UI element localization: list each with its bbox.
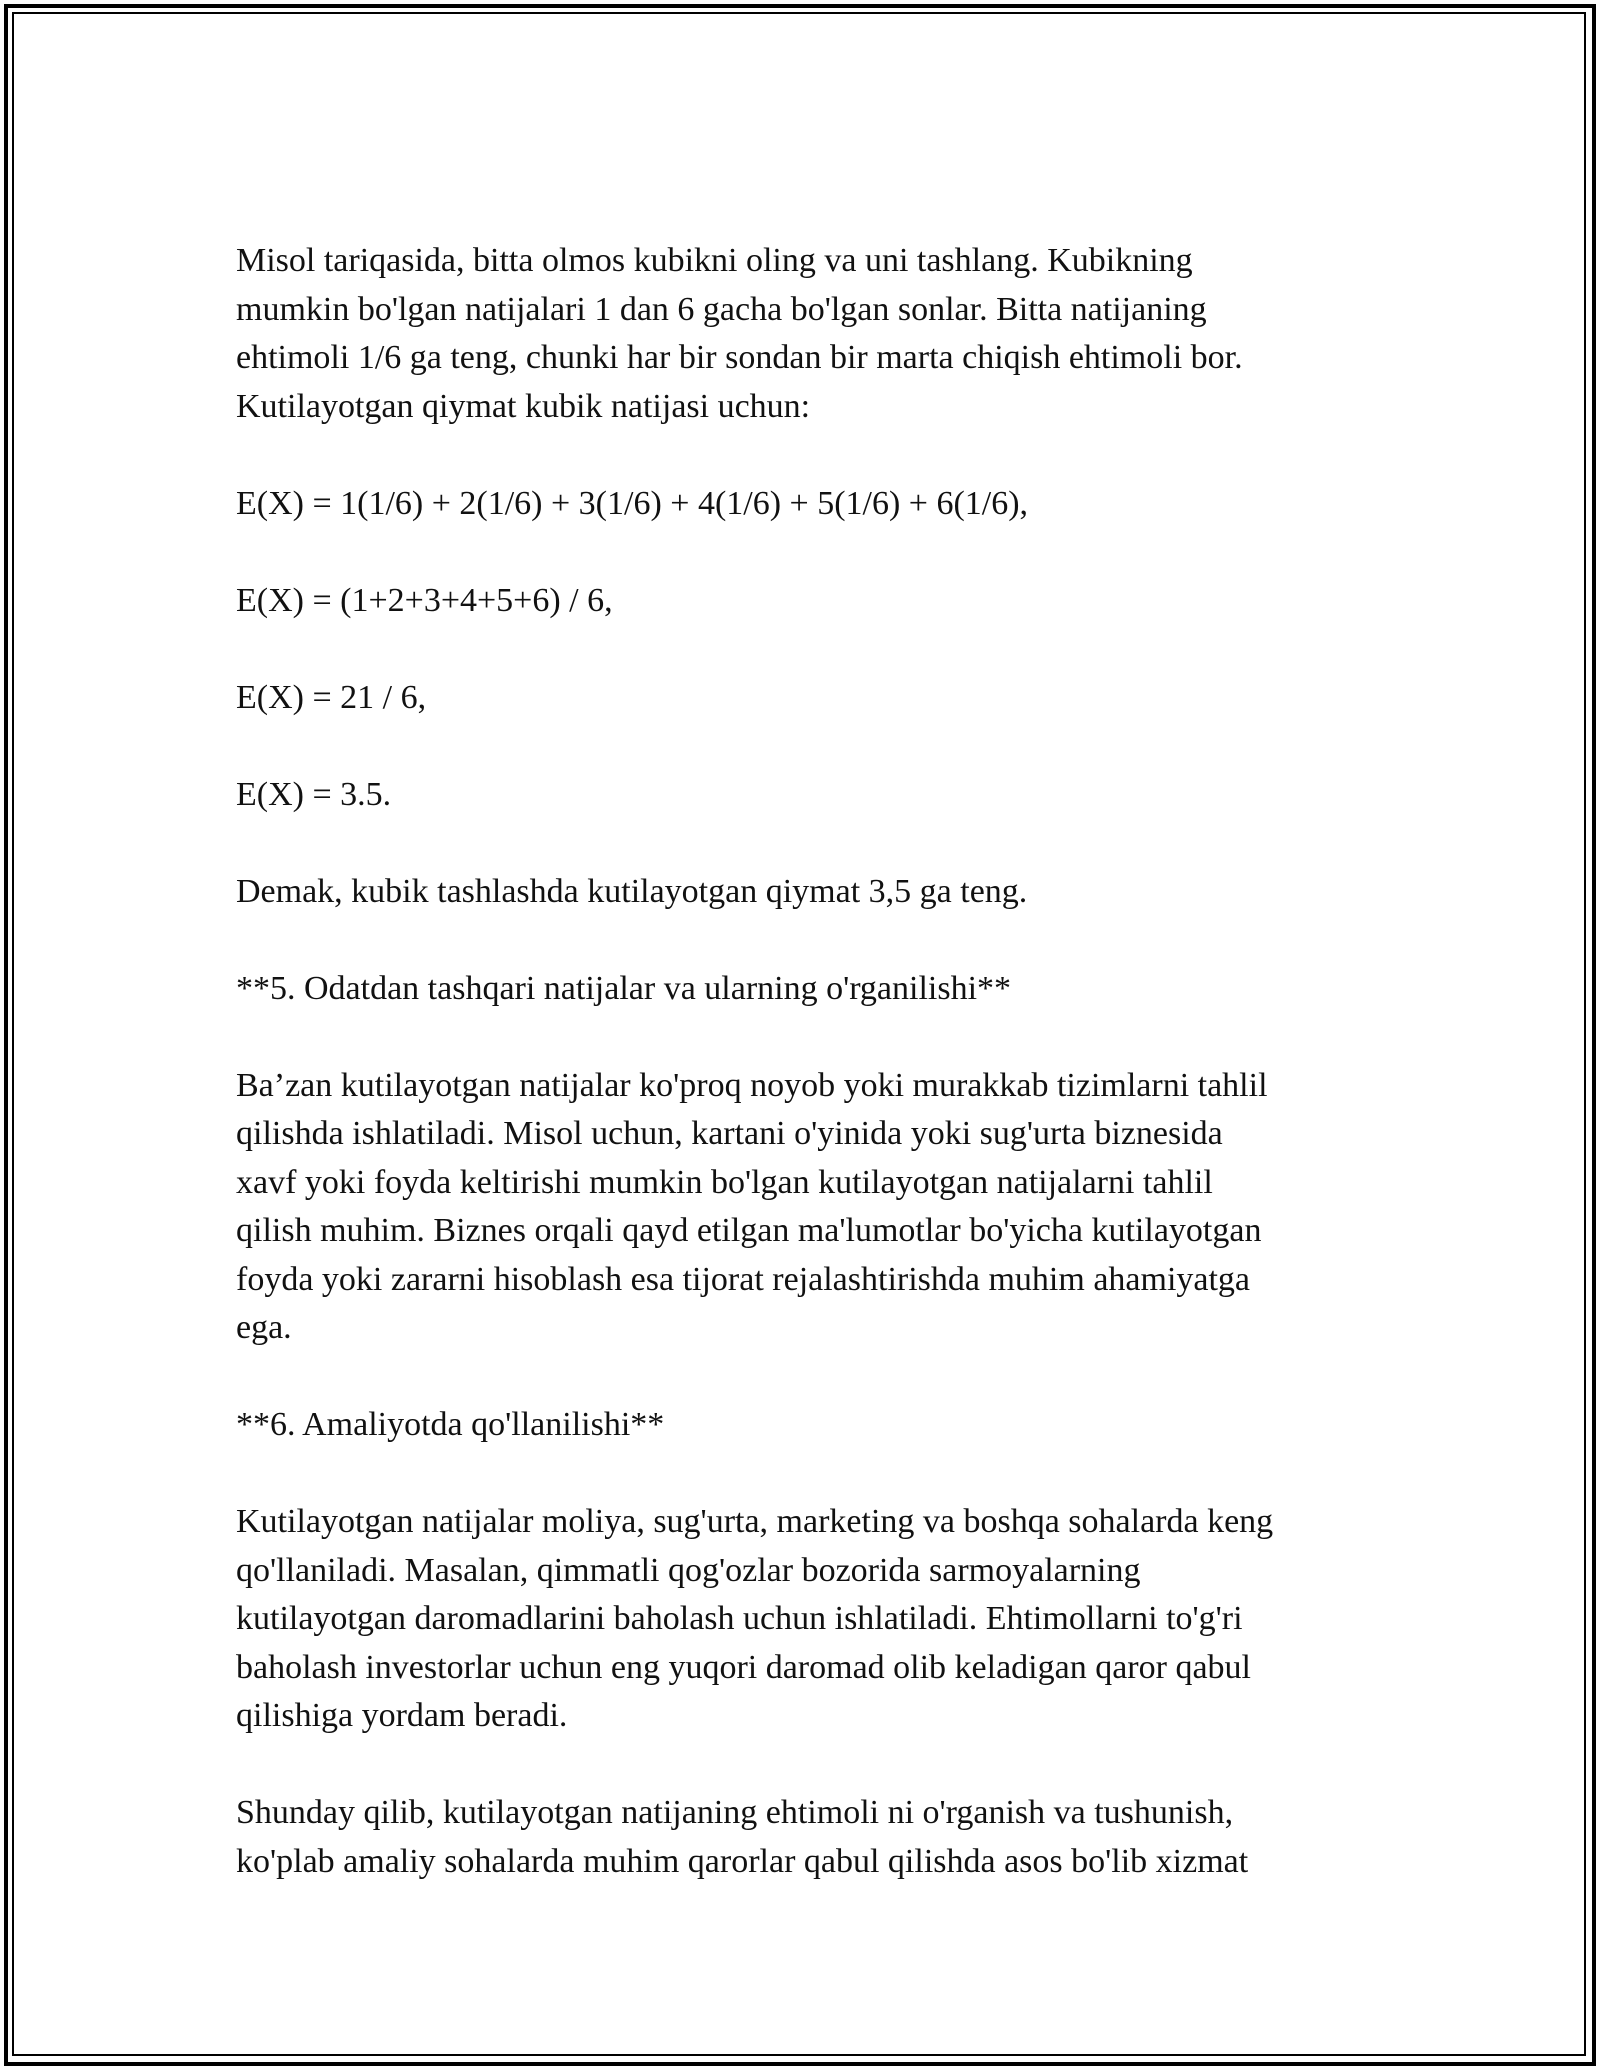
text-line: qo'llaniladi. Masalan, qimmatli qog'ozlar bozorida sarmoyalarning (236, 1551, 1141, 1589)
paragraph-dice-example (236, 237, 1366, 431)
text-line: ega. (236, 1309, 292, 1346)
formula-line: E(X) = 21 / 6, (236, 678, 427, 716)
formula-expected-value-fraction (236, 577, 1366, 626)
formula-expected-value-simplified (236, 674, 1366, 723)
formula-expected-value-result (236, 771, 1366, 820)
text-line: qilish muhim. Biznes orqali qayd etilgan ma'lumotlar bo'yicha kutilayotgan (236, 1212, 1262, 1249)
text-line: Shunday qilib, kutilayotgan natijaning ehtimoli ni o'rganish va tushunish, (236, 1794, 1234, 1831)
paragraph-summary (236, 1789, 1366, 1886)
paragraph-conclusion-dice (236, 868, 1366, 917)
text-line: qilishda ishlatiladi. Misol uchun, kartani o'yinida yoki sug'urta biznesida (236, 1115, 1223, 1152)
text-line: ko'plab amaliy sohalarda muhim qarorlar qabul qilishda asos bo'lib xizmat (236, 1842, 1249, 1880)
paragraph-unusual-outcomes (236, 1062, 1366, 1353)
formula-line: E(X) = (1+2+3+4+5+6) / 6, (236, 581, 613, 619)
text-line: xavf yoki foyda keltirishi mumkin bo'lgan kutilayotgan natijalarni tahlil (236, 1163, 1213, 1201)
text-line: Ba’zan kutilayotgan natijalar ko'proq noyob yoki murakkab tizimlarni tahlil (236, 1066, 1268, 1104)
formula-line: E(X) = 1(1/6) + 2(1/6) + 3(1/6) + 4(1/6) + 5(1/6) + 6(1/6), (236, 484, 1029, 522)
text-line: qilishiga yordam beradi. (236, 1697, 568, 1734)
text-line: Misol tariqasida, bitta olmos kubikni oling va uni tashlang. Kubikning (236, 242, 1193, 279)
text-line: Kutilayotgan qiymat kubik natijasi uchun: (236, 387, 811, 425)
section-heading: **6. Amaliyotda qo'llanilishi** (236, 1406, 665, 1443)
formula-expected-value-sum (236, 480, 1366, 529)
section-heading: **5. Odatdan tashqari natijalar va ularning o'rganilishi** (236, 969, 1012, 1007)
text-line: kutilayotgan daromadlarini baholash uchun ishlatiladi. Ehtimollarni to'g'ri (236, 1600, 1243, 1637)
text-line: mumkin bo'lgan natijalari 1 dan 6 gacha bo'lgan sonlar. Bitta natijaning (236, 290, 1207, 328)
text-line: baholash investorlar uchun eng yuqori daromad olib keladigan qaror qabul (236, 1648, 1251, 1686)
heading-section-5 (236, 965, 1366, 1014)
heading-section-6 (236, 1401, 1366, 1450)
text-line: foyda yoki zararni hisoblash esa tijorat rejalashtirishda muhim ahamiyatga (236, 1260, 1251, 1298)
document-body (236, 237, 1366, 1935)
formula-line: E(X) = 3.5. (236, 775, 392, 813)
text-line: Demak, kubik tashlashda kutilayotgan qiymat 3,5 ga teng. (236, 872, 1028, 910)
text-line: Kutilayotgan natijalar moliya, sug'urta, marketing va boshqa sohalarda keng (236, 1503, 1274, 1540)
text-line: ehtimoli 1/6 ga teng, chunki har bir sondan bir marta chiqish ehtimoli bor. (236, 339, 1243, 376)
paragraph-applications (236, 1498, 1366, 1741)
